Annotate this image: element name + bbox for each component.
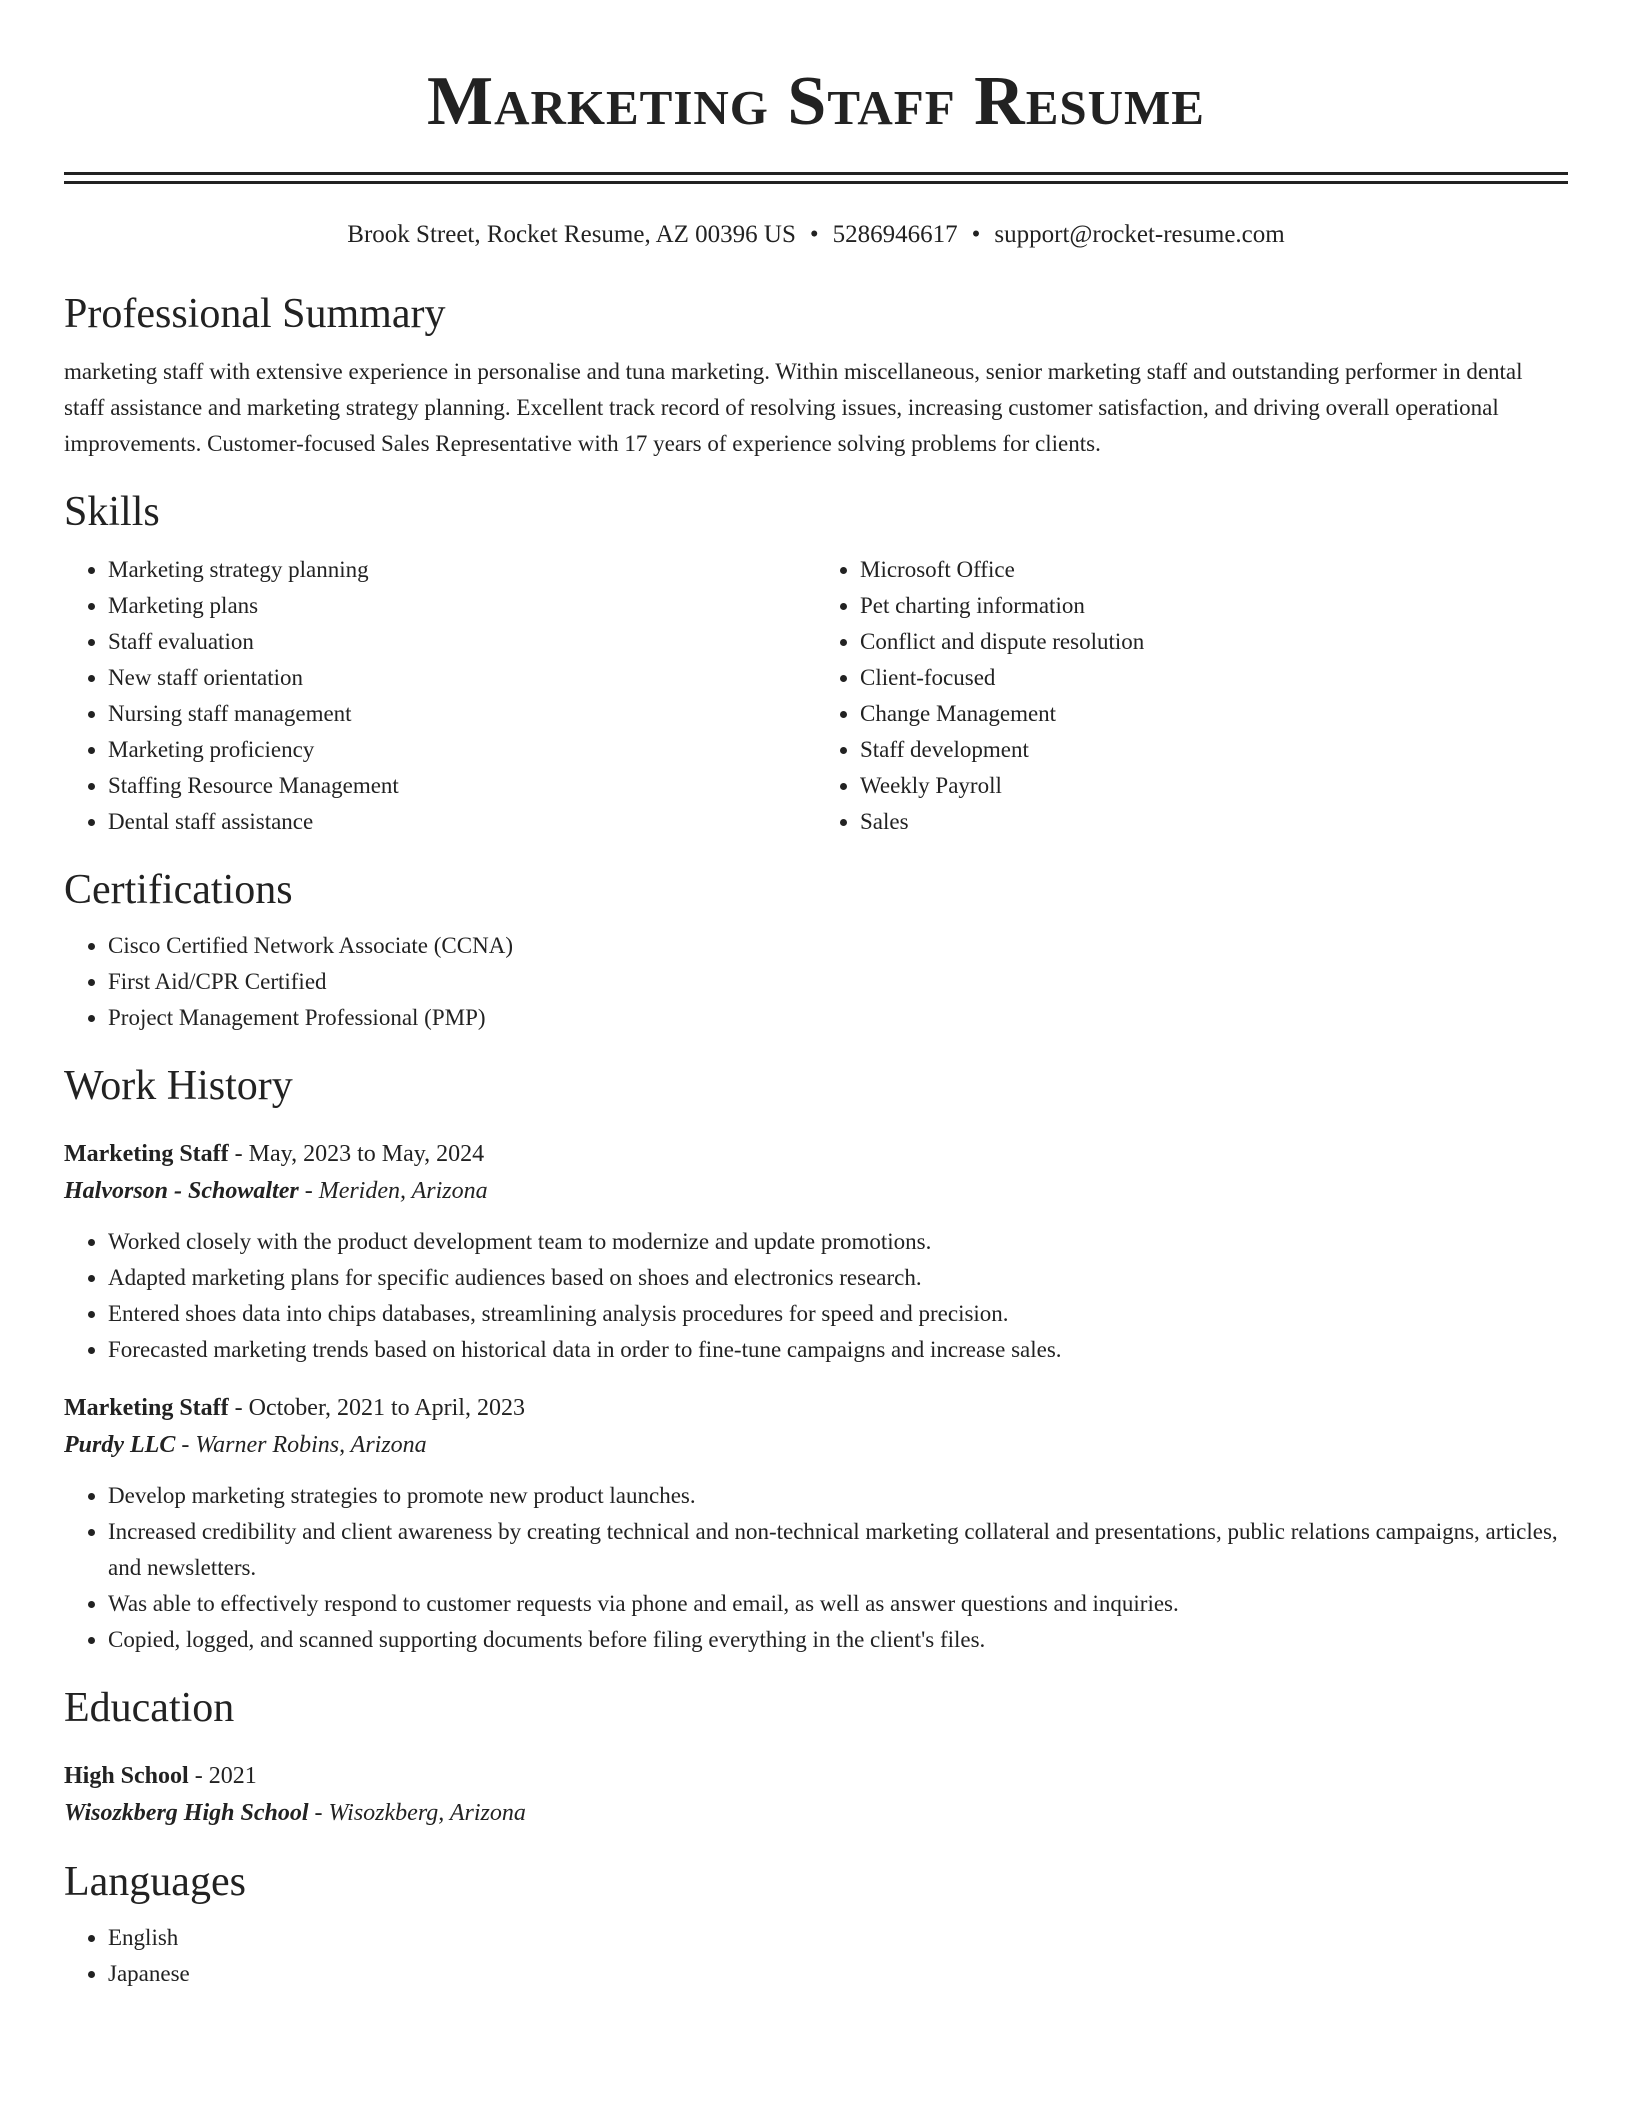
contact-separator: •	[971, 221, 981, 248]
skills-columns	[64, 552, 1568, 840]
resume-title: Marketing Staff Resume	[427, 63, 1205, 140]
job-employer-line	[64, 1426, 1568, 1464]
certification-item: • Cisco Certified Network Associate (CCNA)	[108, 928, 1568, 964]
skills-section	[64, 484, 1568, 840]
title-double-rule	[64, 172, 1568, 184]
job-dates: - October, 2021 to April, 2023	[228, 1395, 525, 1421]
job-bullet: • Was able to effectively respond to customer requests via phone and email, as well as answer questions and inquiries.	[108, 1586, 1568, 1622]
summary-heading: Professional Summary	[64, 291, 446, 337]
skill-item: • Staff development	[860, 732, 1568, 768]
education-degree: High School	[64, 1763, 189, 1789]
job-bullet: • Entered shoes data into chips databases, streamlining analysis procedures for speed and precision.	[108, 1296, 1568, 1332]
job-entry	[64, 1136, 1568, 1368]
skill-item: • Marketing plans	[108, 588, 816, 624]
languages-heading: Languages	[64, 1859, 246, 1905]
job-entry	[64, 1390, 1568, 1658]
job-bullets	[64, 1478, 1568, 1658]
job-bullet: • Develop marketing strategies to promote new product launches.	[108, 1478, 1568, 1514]
skill-item: • Marketing strategy planning	[108, 552, 816, 588]
contact-phone: 5286946617	[832, 221, 958, 248]
contact-address: Brook Street, Rocket Resume, AZ 00396 US	[347, 221, 796, 248]
job-bullet: • Forecasted marketing trends based on historical data in order to fine-tune campaigns and increase sales.	[108, 1332, 1568, 1368]
job-bullet: • Increased credibility and client awareness by creating technical and non-technical marketing collateral and presentations, public relations campaigns, articles, and newsletters.	[108, 1514, 1568, 1586]
job-bullet: • Worked closely with the product development team to modernize and update promotions.	[108, 1224, 1568, 1260]
education-heading: Education	[64, 1685, 235, 1731]
contact-separator: •	[809, 221, 819, 248]
job-dates: - May, 2023 to May, 2024	[228, 1141, 485, 1167]
education-location: - Wisozkberg, Arizona	[308, 1800, 526, 1826]
certifications-heading: Certifications	[64, 867, 293, 913]
certification-item: • Project Management Professional (PMP)	[108, 1000, 1568, 1036]
skill-item: • Conflict and dispute resolution	[860, 624, 1568, 660]
job-employer-line	[64, 1172, 1568, 1210]
language-item: • English	[108, 1920, 1568, 1956]
certification-item: • First Aid/CPR Certified	[108, 964, 1568, 1000]
skill-item: • Sales	[860, 804, 1568, 840]
skill-item: • Dental staff assistance	[108, 804, 816, 840]
job-bullet: • Copied, logged, and scanned supporting documents before filing everything in the client's files.	[108, 1622, 1568, 1658]
work-history-section	[64, 1058, 1568, 1658]
skill-item: • Staffing Resource Management	[108, 768, 816, 804]
resume-page	[64, 0, 1568, 1992]
skill-item: • Change Management	[860, 696, 1568, 732]
job-header	[64, 1390, 1568, 1426]
education-section	[64, 1680, 1568, 1832]
skills-heading: Skills	[64, 489, 160, 535]
education-school: Wisozkberg High School	[64, 1800, 309, 1826]
job-location: - Meriden, Arizona	[298, 1178, 488, 1204]
job-company: Halvorson - Schowalter	[64, 1178, 299, 1204]
certifications-list	[64, 928, 1568, 1036]
skill-item: • Marketing proficiency	[108, 732, 816, 768]
job-role: Marketing Staff	[64, 1141, 229, 1167]
education-header	[64, 1758, 1568, 1794]
certifications-section	[64, 862, 1568, 1036]
skill-item: • Nursing staff management	[108, 696, 816, 732]
contact-email: support@rocket-resume.com	[994, 221, 1285, 248]
job-company: Purdy LLC	[64, 1432, 176, 1458]
summary-text: marketing staff with extensive experience in personalise and tuna marketing. Within miscellaneous, senior marketing staff and outstanding performer in dental staff assistance and marketing strategy planning. Excellent track record of resolving issues, increasing customer satisfaction, and driving overall operational improvements. Customer-focused Sales Representative with 17 years of experience solving problems for clients.	[64, 359, 1523, 456]
job-bullet: • Adapted marketing plans for specific audiences based on shoes and electronics research.	[108, 1260, 1568, 1296]
skill-item: • New staff orientation	[108, 660, 816, 696]
skill-item: • Staff evaluation	[108, 624, 816, 660]
skills-list-left	[64, 552, 816, 840]
language-item: • Japanese	[108, 1956, 1568, 1992]
education-school-line	[64, 1794, 1568, 1832]
job-role: Marketing Staff	[64, 1395, 229, 1421]
job-location: - Warner Robins, Arizona	[175, 1432, 427, 1458]
education-year: - 2021	[188, 1763, 257, 1789]
languages-section	[64, 1854, 1568, 1992]
skill-item: • Client-focused	[860, 660, 1568, 696]
job-header	[64, 1136, 1568, 1172]
skill-item: • Pet charting information	[860, 588, 1568, 624]
skill-item: • Weekly Payroll	[860, 768, 1568, 804]
summary-section	[64, 286, 1568, 462]
skill-item: • Microsoft Office	[860, 552, 1568, 588]
contact-line	[64, 218, 1568, 252]
skills-list-right	[816, 552, 1568, 840]
job-bullets	[64, 1224, 1568, 1368]
languages-list	[64, 1920, 1568, 1992]
work-history-heading: Work History	[64, 1063, 293, 1109]
